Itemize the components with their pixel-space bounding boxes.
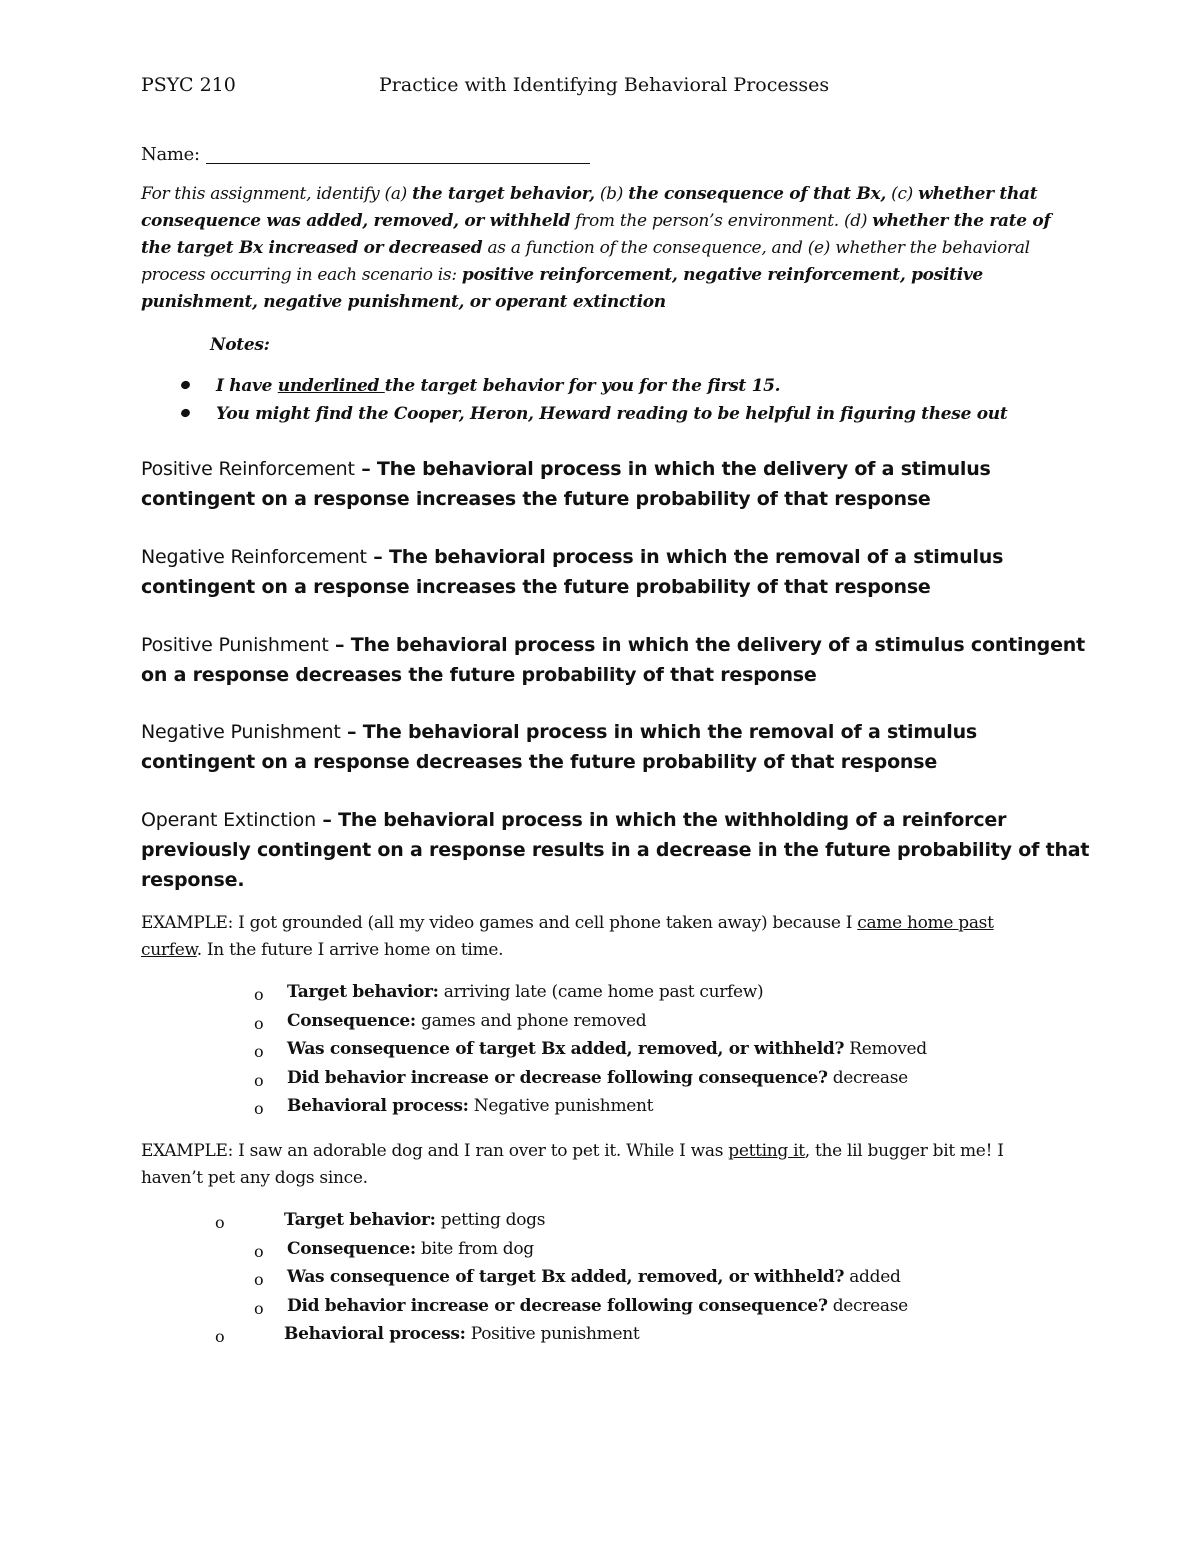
definition-positive-reinforcement-line-2: contingent on a response increases the future probability of that response bbox=[141, 488, 931, 510]
definition-positive-reinforcement-line-1: Positive Reinforcement – The behavioral process in which the delivery of a stimulus bbox=[141, 458, 991, 480]
example-2-consequence-type: Was consequence of target Bx added, removed, or withheld? added bbox=[287, 1267, 901, 1287]
definition-positive-punishment-line-2: on a response decreases the future probability of that response bbox=[141, 664, 817, 686]
bullet-icon: o bbox=[215, 1327, 225, 1346]
example-2-line-1: EXAMPLE: I saw an adorable dog and I ran over to pet it. While I was petting it, the lil bugger bit me! I bbox=[141, 1141, 1004, 1161]
example-2-target-behavior: Target behavior: petting dogs bbox=[284, 1210, 546, 1230]
definition-operant-extinction-line-3: response. bbox=[141, 869, 245, 891]
example-1-behavioral-process: Behavioral process: Negative punishment bbox=[287, 1096, 654, 1116]
example-1-consequence-type: Was consequence of target Bx added, removed, or withheld? Removed bbox=[287, 1039, 927, 1059]
example-2-consequence: Consequence: bite from dog bbox=[287, 1239, 534, 1259]
bullet-icon: o bbox=[254, 1071, 264, 1090]
example-1-line-1: EXAMPLE: I got grounded (all my video games and cell phone taken away) because I came home past bbox=[141, 913, 994, 933]
bullet-icon bbox=[180, 379, 192, 390]
notes-label: Notes: bbox=[210, 335, 270, 355]
definition-negative-punishment-line-2: contingent on a response decreases the future probability of that response bbox=[141, 751, 938, 773]
example-1-line-2: curfew. In the future I arrive home on time. bbox=[141, 940, 504, 960]
definition-operant-extinction-line-1: Operant Extinction – The behavioral process in which the withholding of a reinforcer bbox=[141, 809, 1007, 831]
definition-negative-reinforcement-line-1: Negative Reinforcement – The behavioral process in which the removal of a stimulus bbox=[141, 546, 1004, 568]
bullet-icon: o bbox=[254, 1099, 264, 1118]
bullet-icon: o bbox=[254, 1299, 264, 1318]
example-1-rate-change: Did behavior increase or decrease following consequence? decrease bbox=[287, 1068, 908, 1088]
example-1-target-behavior: Target behavior: arriving late (came home past curfew) bbox=[287, 982, 764, 1002]
example-2-behavioral-process: Behavioral process: Positive punishment bbox=[284, 1324, 640, 1344]
note-2: You might find the Cooper, Heron, Heward reading to be helpful in figuring these out bbox=[216, 404, 1008, 424]
name-label: Name: bbox=[141, 144, 200, 165]
document-title: Practice with Identifying Behavioral Processes bbox=[379, 74, 830, 96]
instructions-line-5: punishment, negative punishment, or operant extinction bbox=[141, 292, 666, 312]
instructions-line-1: For this assignment, identify (a) the target behavior, (b) the consequence of that Bx, (c) whether that bbox=[141, 184, 1038, 204]
bullet-icon: o bbox=[254, 1014, 264, 1033]
bullet-icon: o bbox=[254, 985, 264, 1004]
name-blank-line bbox=[206, 145, 590, 164]
course-code: PSYC 210 bbox=[141, 74, 236, 96]
example-1-consequence: Consequence: games and phone removed bbox=[287, 1011, 647, 1031]
definition-negative-reinforcement-line-2: contingent on a response increases the future probability of that response bbox=[141, 576, 931, 598]
definition-operant-extinction-line-2: previously contingent on a response results in a decrease in the future probability of that bbox=[141, 839, 1090, 861]
example-2-rate-change: Did behavior increase or decrease following consequence? decrease bbox=[287, 1296, 908, 1316]
bullet-icon: o bbox=[254, 1242, 264, 1261]
example-2-line-2: haven’t pet any dogs since. bbox=[141, 1168, 368, 1188]
bullet-icon: o bbox=[254, 1270, 264, 1289]
definition-positive-punishment-line-1: Positive Punishment – The behavioral process in which the delivery of a stimulus contingent bbox=[141, 634, 1085, 656]
bullet-icon: o bbox=[254, 1042, 264, 1061]
name-field bbox=[141, 144, 590, 165]
bullet-icon bbox=[180, 407, 192, 418]
instructions-line-3: the target Bx increased or decreased as a function of the consequence, and (e) whether the behavioral bbox=[141, 238, 1030, 258]
instructions-line-2: consequence was added, removed, or withheld from the person’s environment. (d) whether the rate of bbox=[141, 211, 1051, 231]
definition-negative-punishment-line-1: Negative Punishment – The behavioral process in which the removal of a stimulus bbox=[141, 721, 978, 743]
instructions-line-4: process occurring in each scenario is: positive reinforcement, negative reinforcement, positive bbox=[141, 265, 983, 285]
bullet-icon: o bbox=[215, 1213, 225, 1232]
note-1: I have underlined the target behavior for you for the first 15. bbox=[216, 376, 781, 396]
